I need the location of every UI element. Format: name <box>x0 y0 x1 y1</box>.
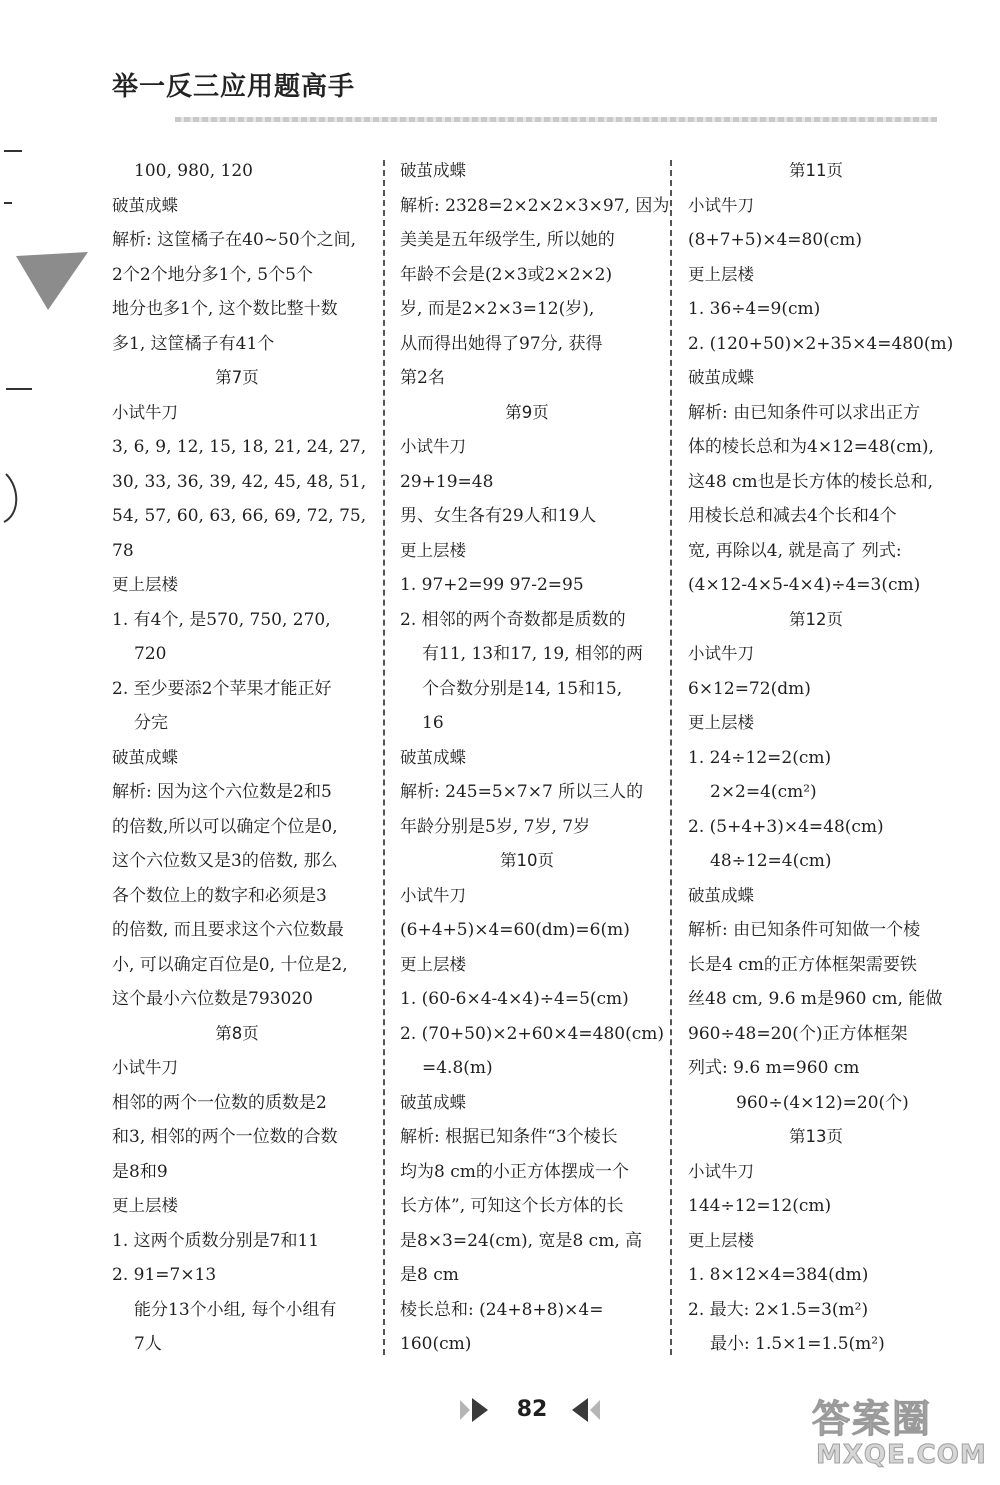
answer-column-3 <box>688 154 954 1354</box>
answer-line: 相邻的两个一位数的质数是2 <box>112 1092 327 1113</box>
section-heading: 更上层楼 <box>112 1196 178 1215</box>
page-number: 82 <box>516 1397 548 1422</box>
answer-line: 2. 91=7×13 <box>112 1265 217 1285</box>
page-reference-heading: 第9页 <box>505 402 549 422</box>
section-heading: 更上层楼 <box>688 713 754 732</box>
answer-line: 2. (5+4+3)×4=48(cm) <box>688 816 884 837</box>
section-heading: 更上层楼 <box>688 264 754 284</box>
answer-line: 2. (120+50)×2+35×4=480(m) <box>688 333 954 354</box>
answer-line: 100, 980, 120 <box>134 161 253 181</box>
answer-line: 160(cm) <box>400 1334 472 1354</box>
answer-line: 6×12=72(dm) <box>688 678 811 699</box>
answer-line: 1. 8×12×4=384(dm) <box>688 1265 869 1285</box>
answer-line: (6+4+5)×4=60(dm)=6(m) <box>400 920 630 940</box>
answer-line: 2. 至少要添2个苹果才能正好 <box>112 678 332 699</box>
answer-line: 第2名 <box>400 368 445 388</box>
section-heading: 更上层楼 <box>112 575 178 594</box>
answer-line: 有11, 13和17, 19, 相邻的两 <box>422 644 643 664</box>
answer-line: 美美是五年级学生, 所以她的 <box>400 230 615 250</box>
watermark-title: 答案圈 <box>812 1397 933 1441</box>
answer-line: 的倍数,所以可以确定个位是0, <box>112 816 338 837</box>
book-title: 举一反三应用题高手 <box>112 72 356 102</box>
answer-line: 男、女生各有29人和19人 <box>400 506 597 526</box>
answer-line: 1. 这两个质数分别是7和11 <box>112 1230 320 1251</box>
watermark-logo <box>812 1388 990 1480</box>
answer-line: 这48 cm也是长方体的棱长总和, <box>688 471 934 492</box>
double-arrow-left-icon <box>566 1396 602 1424</box>
answer-line: 16 <box>422 713 444 733</box>
answer-line: 能分13个小组, 每个小组有 <box>134 1299 337 1320</box>
section-heading: 小试牛刀 <box>688 1161 754 1181</box>
answer-line: 均为8 cm的小正方体摆成一个 <box>400 1161 629 1182</box>
section-heading: 破茧成蝶 <box>400 747 466 767</box>
section-heading: 破茧成蝶 <box>400 1092 466 1112</box>
section-heading: 小试牛刀 <box>400 885 466 905</box>
answer-line: =4.8(m) <box>422 1058 493 1078</box>
page-reference-heading: 第8页 <box>215 1023 259 1043</box>
answer-line: 2. 相邻的两个奇数都是质数的 <box>400 609 626 630</box>
answer-line: 3, 6, 9, 12, 15, 18, 21, 24, 27, <box>112 437 367 457</box>
answer-line: 解析: 2328=2×2×2×3×97, 因为 <box>400 195 670 216</box>
page-reference-heading: 第13页 <box>789 1127 843 1146</box>
section-heading: 更上层楼 <box>400 954 466 974</box>
answer-line: 个合数分别是14, 15和15, <box>422 678 623 699</box>
answer-line: 宽, 再除以4, 就是高了 列式: <box>688 540 902 561</box>
answer-line: 1. 97+2=99 97-2=95 <box>400 575 584 595</box>
answer-line: 解析: 这筐橘子在40~50个之间, <box>112 230 357 250</box>
answer-line: 1. 24÷12=2(cm) <box>688 747 832 768</box>
answer-line: 地分也多1个, 这个数比整十数 <box>112 299 338 319</box>
answer-line: 棱长总和: (24+8+8)×4= <box>400 1299 604 1320</box>
page-reference-heading: 第7页 <box>215 368 259 387</box>
section-heading: 小试牛刀 <box>112 1058 178 1077</box>
answer-line: 体的棱长总和为4×12=48(cm), <box>688 437 934 457</box>
answer-line: 1. 36÷4=9(cm) <box>688 299 821 319</box>
answer-line: 48÷12=4(cm) <box>710 851 832 871</box>
answer-line: 78 <box>112 540 134 561</box>
section-heading: 破茧成蝶 <box>112 747 178 767</box>
answer-line: 列式: 9.6 m=960 cm <box>688 1058 860 1078</box>
answer-line: 年龄不会是(2×3或2×2×2) <box>400 264 613 285</box>
answer-line: 多1, 这筐橘子有41个 <box>112 333 275 354</box>
answer-line: 是8和9 <box>112 1161 168 1182</box>
page-reference-heading: 第12页 <box>789 609 843 629</box>
answer-line: 7人 <box>134 1334 162 1354</box>
answer-line: 54, 57, 60, 63, 66, 69, 72, 75, <box>112 506 367 526</box>
section-heading: 小试牛刀 <box>112 402 178 422</box>
section-heading: 破茧成蝶 <box>688 368 754 387</box>
answer-line: 720 <box>134 644 167 664</box>
answer-line: 解析: 由已知条件可知做一个棱 <box>688 920 921 940</box>
answer-line: 解析: 由已知条件可以求出正方 <box>688 402 921 423</box>
answer-line: 解析: 245=5×7×7 所以三人的 <box>400 782 644 802</box>
answer-line: 解析: 因为这个六位数是2和5 <box>112 782 332 802</box>
section-heading: 破茧成蝶 <box>400 161 466 180</box>
double-arrow-right-icon <box>458 1396 494 1424</box>
section-heading: 小试牛刀 <box>400 437 466 456</box>
watermark-url: MXQE.COM <box>816 1440 987 1470</box>
answer-line: 小, 可以确定百位是0, 十位是2, <box>112 954 348 975</box>
section-heading: 小试牛刀 <box>688 644 754 663</box>
answer-line: 1. (60-6×4-4×4)÷4=5(cm) <box>400 989 629 1009</box>
answer-line: 丝48 cm, 9.6 m是960 cm, 能做 <box>688 989 943 1009</box>
answer-line: 分完 <box>134 713 168 733</box>
section-heading: 更上层楼 <box>400 540 466 560</box>
answer-column-2 <box>400 154 670 1354</box>
answer-line: 长方体”, 可知这个长方体的长 <box>400 1196 624 1216</box>
answer-line: 解析: 根据已知条件“3个棱长 <box>400 1127 618 1147</box>
answer-line: 2. (70+50)×2+60×4=480(cm) <box>400 1023 664 1044</box>
answer-line: (8+7+5)×4=80(cm) <box>688 230 863 250</box>
page-edge-triangle <box>14 250 94 314</box>
answer-line: 2×2=4(cm²) <box>710 782 817 802</box>
answer-line: 960÷48=20(个)正方体框架 <box>688 1023 908 1044</box>
answer-line: 用棱长总和减去4个长和4个 <box>688 506 897 526</box>
page-reference-heading: 第10页 <box>500 851 554 870</box>
answer-line: 长是4 cm的正方体框架需要铁 <box>688 954 917 975</box>
answer-line: 这个六位数又是3的倍数, 那么 <box>112 851 338 871</box>
answer-line: 960÷(4×12)=20(个) <box>736 1092 909 1113</box>
page-edge-curve <box>0 470 24 530</box>
answer-line: 这个最小六位数是793020 <box>112 989 313 1009</box>
answer-line: 是8 cm <box>400 1265 459 1285</box>
answer-line: 是8×3=24(cm), 宽是8 cm, 高 <box>400 1230 643 1251</box>
page-reference-heading: 第11页 <box>789 161 843 180</box>
answer-line: 从而得出她得了97分, 获得 <box>400 333 603 354</box>
answer-column-1 <box>112 154 367 1354</box>
answer-line: 最小: 1.5×1=1.5(m²) <box>710 1334 885 1354</box>
answer-line: 年龄分别是5岁, 7岁, 7岁 <box>400 816 591 837</box>
answer-line: 30, 33, 36, 39, 42, 45, 48, 51, <box>112 471 367 492</box>
section-heading: 更上层楼 <box>688 1230 754 1250</box>
column-divider-right <box>670 160 672 1355</box>
column-divider-left <box>383 160 385 1355</box>
answer-line: 1. 有4个, 是570, 750, 270, <box>112 609 331 630</box>
answer-line: (4×12-4×5-4×4)÷4=3(cm) <box>688 575 921 595</box>
section-heading: 破茧成蝶 <box>112 195 178 215</box>
answer-line: 2. 最大: 2×1.5=3(m²) <box>688 1299 869 1320</box>
answer-line: 和3, 相邻的两个一位数的合数 <box>112 1127 338 1147</box>
answer-line: 144÷12=12(cm) <box>688 1196 832 1216</box>
header-rule <box>175 117 937 122</box>
section-heading: 小试牛刀 <box>688 195 754 215</box>
answer-line: 各个数位上的数字和必须是3 <box>112 885 327 906</box>
section-heading: 破茧成蝶 <box>688 885 754 905</box>
answer-line: 的倍数, 而且要求这个六位数最 <box>112 920 344 940</box>
answer-line: 2个2个地分多1个, 5个5个 <box>112 264 313 285</box>
answer-line: 岁, 而是2×2×3=12(岁), <box>400 299 595 319</box>
answer-line: 29+19=48 <box>400 471 494 492</box>
